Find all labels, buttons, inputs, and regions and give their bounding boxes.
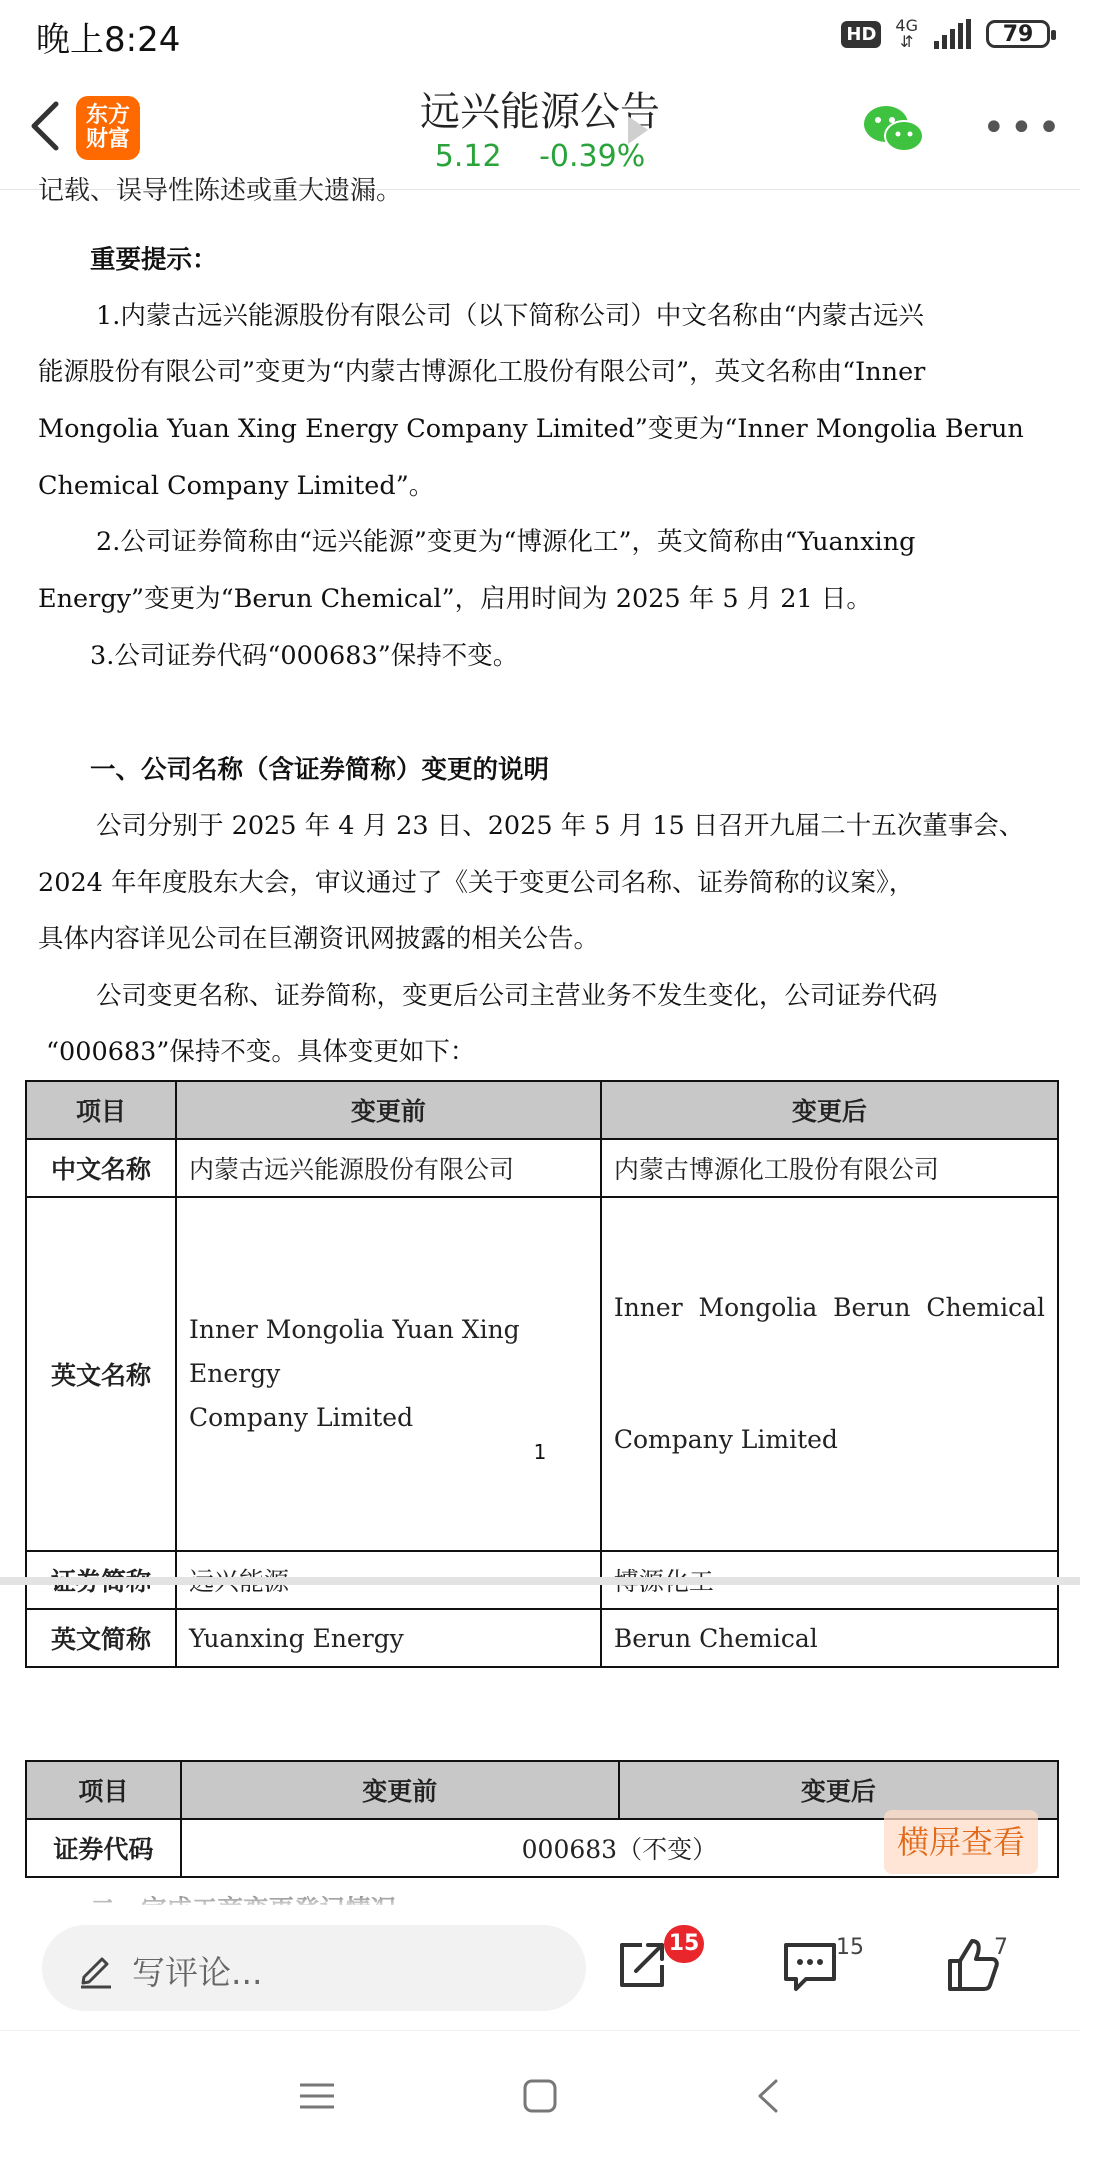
para1-line2: 2024 年年度股东大会，审议通过了《关于变更公司名称、证券简称的议案》， (38, 868, 915, 898)
notice-3: 3.公司证券代码“000683”保持不变。 (90, 641, 519, 671)
nav-back-icon[interactable] (746, 2073, 792, 2119)
comment-input[interactable] (42, 1925, 586, 2011)
para2-line2: “000683”保持不变。具体变更如下： (46, 1037, 476, 1067)
system-nav-bar (0, 2030, 1080, 2161)
table-header-cell: 项目 (26, 1081, 176, 1139)
table-header-cell: 变更前 (176, 1081, 601, 1139)
landscape-view-button[interactable]: 横屏查看 (884, 1810, 1038, 1874)
para1-line1: 公司分别于 2025 年 4 月 23 日、2025 年 5 月 15 日召开九届二十五次董事会、 (96, 811, 1025, 841)
table-cell: 000683（不变） (181, 1819, 1058, 1877)
status-time: 晚上8:24 (36, 20, 181, 60)
home-icon[interactable] (517, 2073, 563, 2119)
table-header-row (26, 1081, 1058, 1139)
notice-2-line1: 2.公司证券简称由“远兴能源”变更为“博源化工”，英文简称由“Yuanxing (96, 527, 916, 557)
cell-line: Company Limited (188, 1403, 414, 1432)
page-divider (0, 1577, 1080, 1585)
table-cell: Yuanxing Energy (176, 1609, 601, 1667)
stock-change: -0.39% (539, 139, 646, 174)
cut-text: 记载、误导性陈述或重大遗漏。 (38, 176, 403, 206)
share-icon[interactable] (612, 1935, 672, 1995)
notice-1-line3: Mongolia Yuan Xing Energy Company Limited”变更为“Inner Mongolia Berun (38, 414, 1024, 444)
play-arrow-icon[interactable] (628, 116, 648, 144)
table-cell: 中文名称 (26, 1139, 176, 1197)
table-row (26, 1609, 1058, 1667)
table-cell (601, 1197, 1058, 1551)
table-cell: 内蒙古远兴能源股份有限公司 (176, 1139, 601, 1197)
network-icon: 4G ⇵ (895, 16, 918, 51)
table-cell: 内蒙古博源化工股份有限公司 (601, 1139, 1058, 1197)
table-row (26, 1197, 1058, 1551)
table-row (26, 1139, 1058, 1197)
like-icon[interactable] (942, 1935, 1002, 1995)
hd-icon: HD (841, 21, 881, 48)
cell-line: Inner Mongolia Berun Chemical (613, 1293, 1045, 1322)
announcement-document (0, 176, 1080, 1905)
table-cell: 英文名称 (26, 1197, 176, 1551)
like-count: 7 (994, 1935, 1008, 1960)
table-header-cell: 项目 (26, 1761, 181, 1819)
section1-heading: 一、公司名称（含证券简称）变更的说明 (90, 755, 550, 785)
cell-line: Inner Mongolia Yuan Xing Energy (188, 1315, 520, 1388)
page-title: 远兴能源公告 (420, 89, 660, 135)
table-cell: 证券代码 (26, 1819, 181, 1877)
table-cell (176, 1197, 601, 1551)
notice-1-line2: 能源股份有限公司”变更为“内蒙古博源化工股份有限公司”，英文名称由“Inner (38, 357, 926, 387)
comments-icon[interactable] (780, 1935, 840, 1995)
table-header-cell: 变更后 (601, 1081, 1058, 1139)
para2-line1: 公司变更名称、证券简称，变更后公司主营业务不发生变化，公司证券代码 (96, 981, 938, 1011)
notice-1-line4: Chemical Company Limited”。 (38, 471, 435, 501)
action-bar (0, 1905, 1080, 2029)
status-bar (0, 0, 1080, 66)
app-logo: 东方 财富 (76, 96, 140, 160)
para1-line3: 具体内容详见公司在巨潮资讯网披露的相关公告。 (38, 924, 600, 954)
table-cell: 英文简称 (26, 1609, 176, 1667)
stock-price: 5.12 (434, 139, 502, 174)
comment-count: 15 (836, 1935, 864, 1960)
page-number: 1 (533, 1440, 547, 1464)
comment-placeholder: 写评论... (132, 1953, 263, 1992)
status-icons (841, 14, 1050, 54)
notice-1-line1: 1.内蒙古远兴能源股份有限公司（以下简称公司）中文名称由“内蒙古远兴 (96, 301, 924, 331)
menu-icon[interactable] (294, 2073, 340, 2119)
wechat-share-icon[interactable] (862, 102, 924, 156)
notice-2-line2: Energy”变更为“Berun Chemical”，启用时间为 2025 年 5 月 21 日。 (38, 584, 872, 614)
battery-icon: 79 (986, 20, 1050, 48)
pencil-icon (76, 1949, 116, 1989)
table-cell: Berun Chemical (601, 1609, 1058, 1667)
more-options-icon[interactable]: ••• (982, 105, 1065, 151)
table-header-cell: 变更后 (619, 1761, 1058, 1819)
share-badge: 15 (664, 1925, 704, 1963)
cell-line: Company Limited (613, 1425, 838, 1454)
notice-heading: 重要提示： (90, 245, 218, 275)
signal-icon (932, 19, 972, 49)
table-header-cell: 变更前 (181, 1761, 619, 1819)
